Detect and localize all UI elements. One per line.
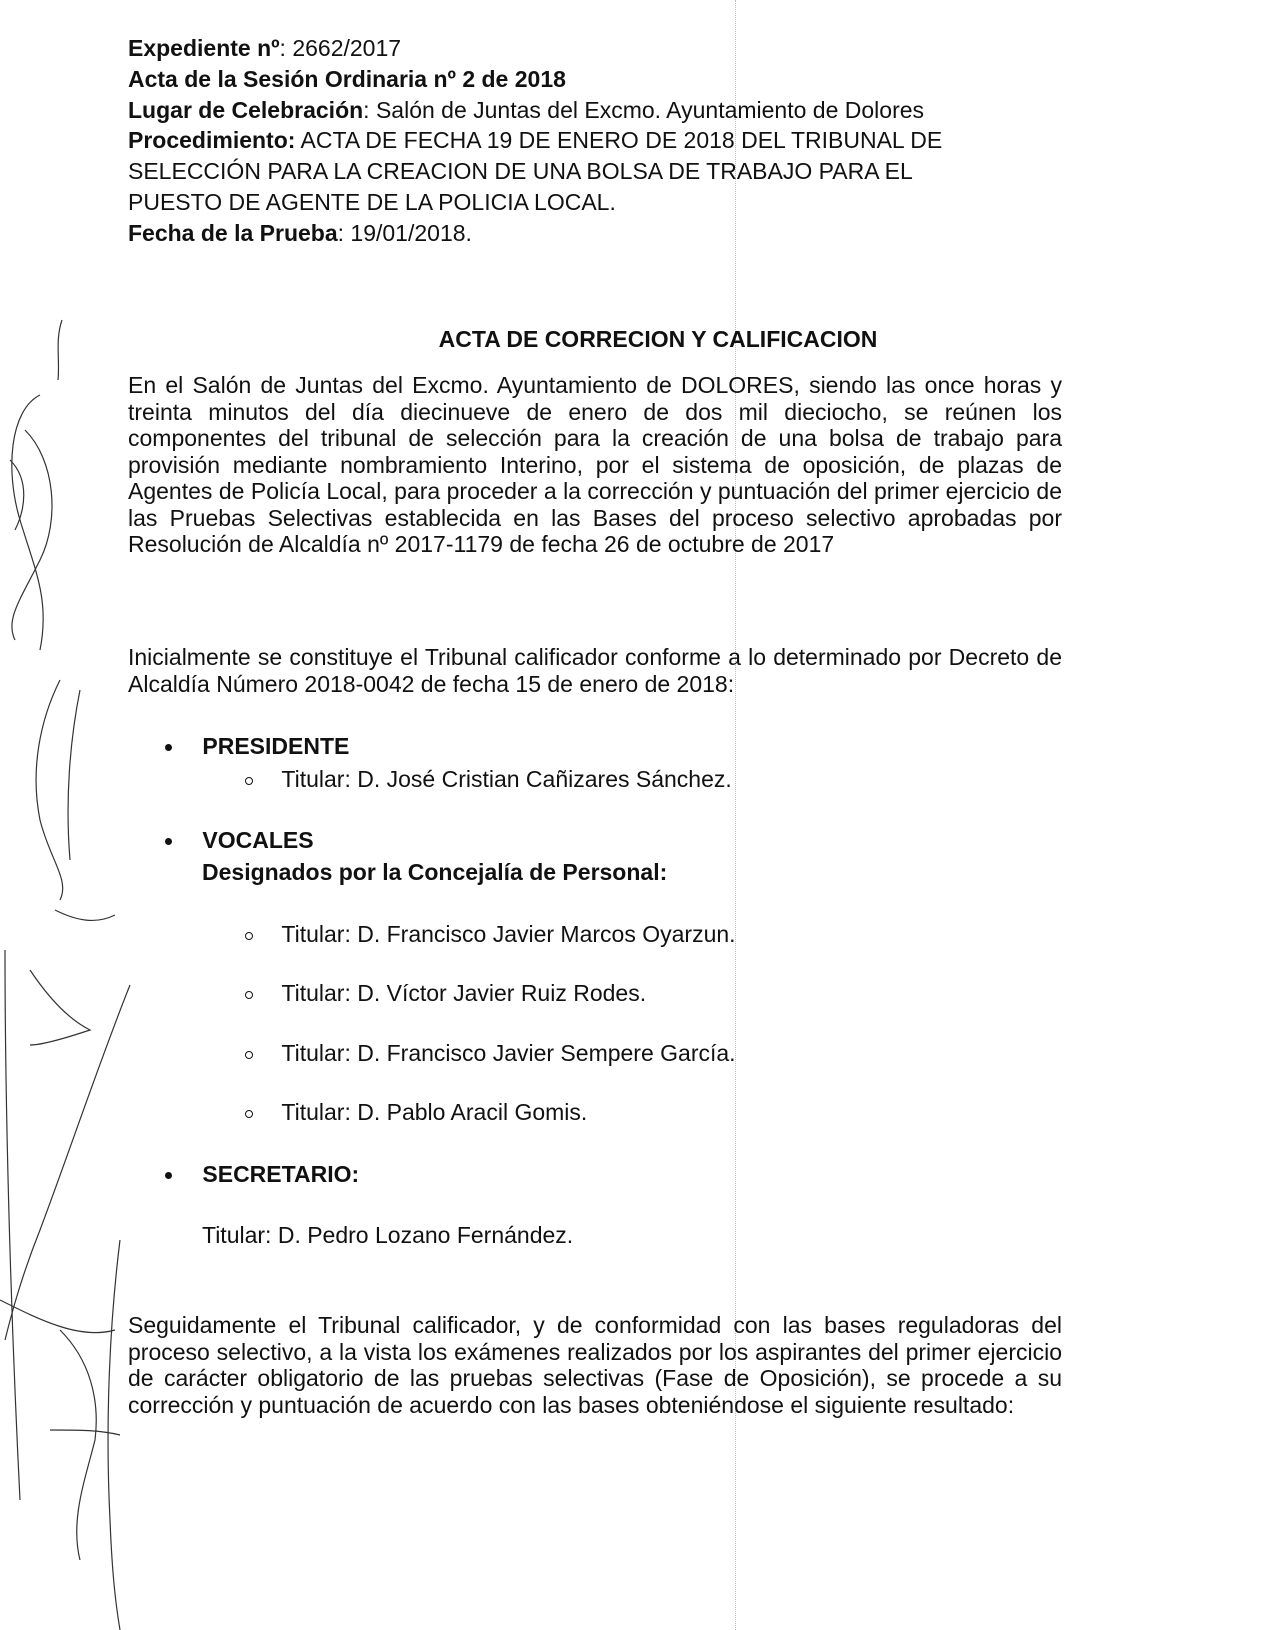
procedimiento-text-2: SELECCIÓN PARA LA CREACION DE UNA BOLSA DE TRABAJO PARA EL [128,158,913,184]
procedimiento-text-1: ACTA DE FECHA 19 DE ENERO DE 2018 DEL TRIBUNAL DE [295,127,943,153]
lugar-label: Lugar de Celebración [128,97,364,123]
procedimiento-text-3: PUESTO DE AGENTE DE LA POLICIA LOCAL. [128,189,616,215]
fecha-label: Fecha de la Prueba [128,220,338,246]
vocal-item: Titular: D. Pablo Aracil Gomis. [245,1098,587,1126]
expediente-value: : 2662/2017 [279,35,402,61]
acta-line: Acta de la Sesión Ordinaria nº 2 de 2018 [128,66,566,92]
sub-bullet-icon [245,1110,253,1118]
bullet-icon [165,1172,172,1179]
vocales-subheading: Designados por la Concejalía de Personal: [202,859,668,885]
sub-bullet-icon [245,1051,253,1059]
bullet-icon [165,744,172,751]
paragraph-opening-text: En el Salón de Juntas del Excmo. Ayuntamiento de DOLORES, siendo las once horas y treinta minutos del día diecinueve de enero de dos mil dieciocho, se reúnen los componentes del tribunal de selección para la creación de una bolsa de trabajo para provisión mediante nombramiento Interino, por el sistema de oposición, de plazas de Agentes de Policía Local, para proceder a la corrección y puntuación del primer ejercicio de las Pruebas Selectivas establecida en las Bases del proceso selectivo aprobadas por Resolución de Alcaldía nº 2017-1179 de fecha 26 de octubre de 2017 [128,372,1062,557]
sub-bullet-icon [245,932,253,940]
lugar-value: : Salón de Juntas del Excmo. Ayuntamiento de Dolores [363,97,925,123]
sub-bullet-icon [245,777,253,785]
vocales-heading: VOCALES [165,826,314,854]
presidente-titular: Titular: D. José Cristian Cañizares Sánchez. [245,765,732,793]
presidente-heading: PRESIDENTE [165,732,349,760]
bullet-icon [165,838,172,845]
expediente-label: Expediente nº [128,35,280,61]
procedimiento-line [128,126,942,154]
vocal-item: Titular: D. Francisco Javier Marcos Oyarzun. [245,920,736,948]
paragraph-results [128,1312,1062,1418]
fecha-value: : 19/01/2018. [337,220,472,246]
paragraph-constitution [128,644,1062,697]
paragraph-constitution-text: Inicialmente se constituye el Tribunal calificador conforme a lo determinado por Decreto de Alcaldía Número 2018-0042 de fecha 15 de enero de 2018: [128,644,1062,697]
sub-bullet-icon [245,991,253,999]
paragraph-results-text: Seguidamente el Tribunal calificador, y de conformidad con las bases reguladoras del proceso selectivo, a la vista los exámenes realizados por los aspirantes del primer ejercicio de carácter obligatorio de las pruebas selectivas (Fase de Oposición), se procede a su corrección y puntuación de acuerdo con las bases obteniéndose el siguiente resultado: [128,1312,1062,1418]
procedimiento-label: Procedimiento: [128,127,296,153]
expediente-line [128,34,401,62]
vocal-item: Titular: D. Víctor Javier Ruiz Rodes. [245,979,646,1007]
vocal-item: Titular: D. Francisco Javier Sempere García. [245,1039,736,1067]
secretario-titular: Titular: D. Pedro Lozano Fernández. [202,1222,574,1248]
lugar-line [128,96,924,124]
document-title: ACTA DE CORRECION Y CALIFICACION [438,326,878,352]
fecha-line [128,219,472,247]
paragraph-opening [128,372,1062,558]
secretario-heading: SECRETARIO: [165,1160,359,1188]
